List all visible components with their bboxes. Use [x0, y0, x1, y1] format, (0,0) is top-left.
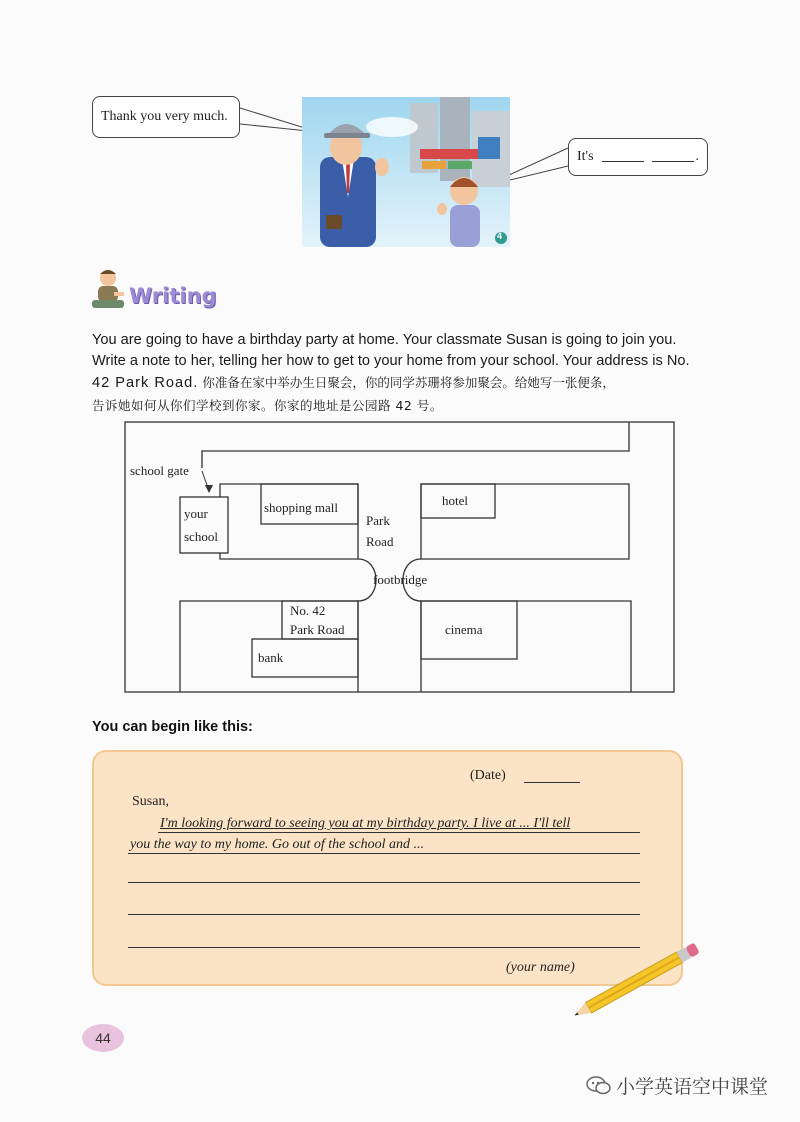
map-label-hotel: hotel	[442, 493, 468, 508]
map-label-your-school-1: your	[184, 506, 208, 521]
bubble-text-period: .	[695, 149, 699, 164]
map-label-no42-1: No. 42	[290, 603, 326, 618]
bubble-text-its: It's	[577, 149, 594, 164]
map-label-footbridge: footbridge	[373, 572, 428, 587]
answer-blank	[602, 161, 644, 162]
note-signature: (your name)	[506, 960, 575, 975]
note-body-line-2: you the way to my home. Go out of the school and ...	[130, 837, 424, 852]
map-label-park-road-2: Road	[366, 534, 394, 549]
instruction-chinese-1: 你准备在家中举办生日聚会，你的同学苏珊将参加聚会。给她写一张便条，	[202, 375, 615, 390]
map-label-your-school-2: school	[184, 529, 218, 544]
map-label-school-gate: school gate	[130, 463, 189, 478]
note-body-line-1: I'm looking forward to seeing you at my birthday party. I live at ... I'll tell	[160, 816, 571, 831]
writing-line	[128, 853, 640, 854]
bubble-text-thanks: Thank you very much.	[101, 109, 228, 124]
instruction-address: 42 Park Road.	[92, 375, 199, 391]
instruction-line-2: Write a note to her, telling her how to get to your home from your school. Your address is No.	[92, 353, 690, 369]
writing-line	[128, 914, 640, 915]
wechat-icon	[586, 1075, 612, 1097]
writing-boy-icon	[88, 268, 128, 312]
instruction-line-1: You are going to have a birthday party at home. Your classmate Susan is going to join you.	[92, 332, 677, 348]
writing-line	[128, 882, 640, 883]
watermark-text: 小学英语空中课堂	[616, 1076, 769, 1098]
page-number-badge: 44	[82, 1024, 124, 1052]
note-greeting: Susan,	[132, 794, 169, 809]
begin-prompt: You can begin like this:	[92, 719, 253, 735]
instruction-line-3	[92, 372, 732, 394]
speech-bubble-thanks	[92, 96, 240, 138]
map-label-cinema: cinema	[445, 622, 483, 637]
map-label-bank: bank	[258, 650, 284, 665]
map-label-shopping-mall: shopping mall	[264, 500, 339, 515]
map-label-park-road-1: Park	[366, 513, 390, 528]
answer-blank	[652, 161, 694, 162]
picture-number: 4	[497, 231, 503, 241]
pencil-icon	[562, 942, 712, 1022]
route-map	[124, 421, 675, 693]
speech-bubble-its	[568, 138, 708, 176]
instruction-line-4: 告诉她如何从你们学校到你家。你家的地址是公园路 42 号。	[92, 398, 443, 413]
street-scene-illustration	[302, 97, 510, 247]
note-date-label: (Date)	[470, 768, 506, 783]
map-label-no42-2: Park Road	[290, 622, 345, 637]
writing-line	[158, 832, 640, 833]
section-title-writing: Writing	[129, 284, 217, 308]
date-blank	[524, 782, 580, 783]
watermark	[586, 1072, 768, 1099]
